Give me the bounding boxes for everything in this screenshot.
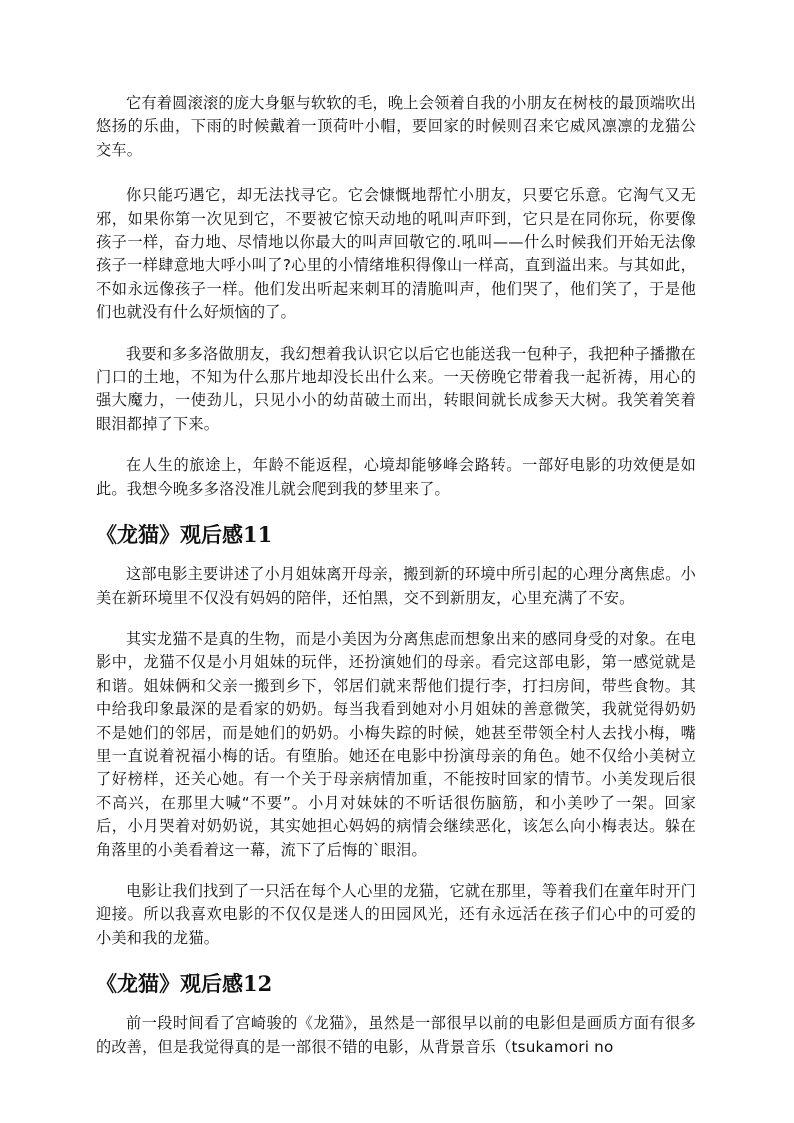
paragraph: 我要和多多洛做朋友，我幻想着我认识它以后它也能送我一包种子，我把种子播撒在门口的土地，不知为什么那片地却没长出什么来。一天傍晚它带着我一起祈祷，用心的强大魔力，一使劲儿，只见小小的幼苗破土而出，转眼间就长成参天大树。我笑着笑着眼泪都掉了下来。 [96,344,696,433]
paragraph: 它有着圆滚滚的庞大身躯与软软的毛，晚上会领着自我的小朋友在树枝的最顶端吹出悠扬的乐曲，下雨的时候戴着一顶荷叶小帽，要回家的时候则召来它威风凛凛的龙猫公交车。 [96,94,696,159]
paragraph: 前一段时间看了宫崎骏的《龙猫》，虽然是一部很早以前的电影但是画质方面有很多的改善，但是我觉得真的是一部很不错的电影，从背景音乐（tsukamori no [96,1014,696,1056]
paragraph: 在人生的旅途上，年龄不能返程，心境却能够峰会路转。一部好电影的功效便是如此。我想今晚多多洛没准儿就会爬到我的梦里来了。 [96,456,696,498]
section-heading: 《龙猫》观后感12 [96,971,273,997]
document-page [96,92,696,1077]
paragraph: 你只能巧遇它，却无法找寻它。它会慷慨地帮忙小朋友，只要它乐意。它淘气又无邪，如果你第一次见到它，不要被它惊天动地的吼叫声吓到，它只是在同你玩，你要像孩子一样，奋力地、尽情地以你最大的叫声回敬它的.吼叫——什么时候我们开始无法像孩子一样肆意地大呼小叫了?心里的小情绪堆积得像山一样高，直到溢出来。与其如此，不如永远像孩子一样。他们发出听起来刺耳的清脆叫声，他们哭了，他们笑了，于是他们也就没有什么好烦恼的了。 [96,186,696,322]
paragraph: 其实龙猫不是真的生物，而是小美因为分离焦虑而想象出来的感同身受的对象。在电影中，龙猫不仅是小月姐妹的玩伴，还扮演她们的母亲。看完这部电影，第一感觉就是和谐。姐妹俩和父亲一搬到乡下，邻居们就来帮他们提行李，打扫房间，带些食物。其中给我印象最深的是看家的奶奶。每当我看到她对小月姐妹的善意微笑，我就觉得奶奶不是她们的邻居，而是她们的奶奶。小梅失踪的时候，她甚至带领全村人去找小梅，嘴里一直说着祝福小梅的话。有堕胎。她还在电影中扮演母亲的角色。她不仅给小美树立了好榜样，还关心她。有一个关于母亲病情加重，不能按时回家的情节。小美发现后很不高兴，在那里大喊“不要”。小月对妹妹的不听话很伤脑筋，和小美吵了一架。回家后，小月哭着对奶奶说，其实她担心妈妈的病情会继续恶化，该怎么向小梅表达。躲在角落里的小美看着这一幕，流下了后悔的`眼泪。 [96,629,696,859]
section-heading: 《龙猫》观后感11 [96,522,273,548]
paragraph: 这部电影主要讲述了小月姐妹离开母亲，搬到新的环境中所引起的心理分离焦虑。小美在新环境里不仅没有妈妈的陪伴，还怕黑，交不到新朋友，心里充满了不安。 [96,565,696,607]
paragraph: 电影让我们找到了一只活在每个人心里的龙猫，它就在那里，等着我们在童年时开门迎接。所以我喜欢电影的不仅仅是迷人的田园风光，还有永远活在孩子们心中的可爱的小美和我的龙猫。 [96,881,696,947]
